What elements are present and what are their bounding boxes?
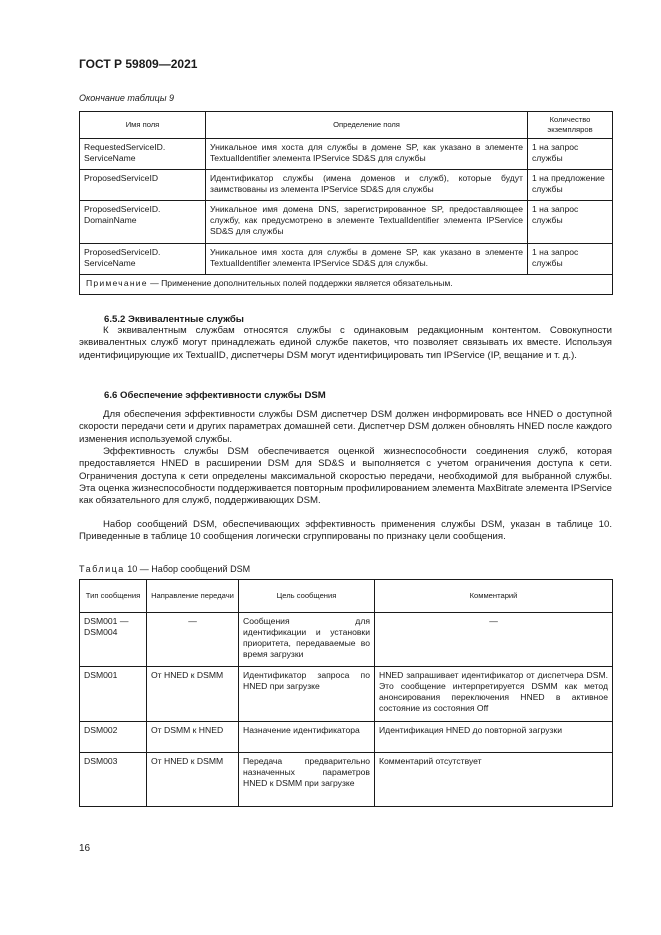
- table9: [79, 111, 613, 295]
- field-definition: Уникальное имя хоста для службы в домене SP, как указано в элементе TextualIdentifier элемента IPService SD&S для службы: [206, 139, 528, 170]
- message-type: DSM001 — DSM004: [80, 613, 147, 667]
- table10-caption-label: Таблица: [79, 564, 125, 574]
- table9-header-name: Имя поля: [80, 112, 206, 139]
- section-66-paragraph-3: Набор сообщений DSM, обеспечивающих эффективность применения службы DSM, указан в таблице 10. Приведенные в таблице 10 сообщения логически сгруппированы по признаку цели сообщения.: [79, 519, 612, 543]
- message-direction: —: [147, 613, 239, 667]
- table9-note: [80, 275, 613, 295]
- table-row: [80, 170, 613, 201]
- message-purpose: Назначение идентификатора: [239, 722, 375, 753]
- table-row: [80, 753, 613, 807]
- table9-header-definition: Определение поля: [206, 112, 528, 139]
- message-comment: Идентификация HNED до повторной загрузки: [375, 722, 613, 753]
- table10-header-row: [80, 580, 613, 613]
- message-direction: От HNED к DSMM: [147, 667, 239, 722]
- table-row: [80, 201, 613, 244]
- table10-header-comment: Комментарий: [375, 580, 613, 613]
- field-name: ProposedServiceID: [80, 170, 206, 201]
- table10-header-direction: Направление передачи: [147, 580, 239, 613]
- section-652-paragraph: К эквивалентным службам относятся службы с одинаковым редакционным контентом. Совокупности эквивалентных служб могут принадлежать единой службе пакетов, что позволяет связывать их вместе. Используя идентифицирующие их TextualID, диспетчеры DSM могут идентифицировать тип IPService (IP, вещание и т. д.).: [79, 325, 612, 361]
- section-66-paragraph-2: Эффективность службы DSM обеспечивается оценкой жизнеспособности соединения служб, которая предоставляется HNED в расширении DSM для SD&S и выполняется с учетом ограничения доступа к сети. Ограничения доступа к сети определены максимальной скоростью передачи, необходимой для выбранной службы. Эта оценка жизнеспособности поддерживается повторным профилированием элемента MaxBitrate элемента IPService как обязательного для служб, поддерживающих DSM.: [79, 446, 612, 507]
- note-label: Примечание: [86, 278, 148, 288]
- message-purpose: Идентификатор запроса по HNED при загрузке: [239, 667, 375, 722]
- table-row: [80, 139, 613, 170]
- table10-header-type: Тип сообщения: [80, 580, 147, 613]
- table9-note-row: [80, 275, 613, 295]
- field-count: 1 на запрос службы: [528, 139, 613, 170]
- message-type: DSM001: [80, 667, 147, 722]
- table9-header-count: Количество экземпляров: [528, 112, 613, 139]
- message-type: DSM002: [80, 722, 147, 753]
- section-66-heading: 6.6 Обеспечение эффективности службы DSM: [104, 390, 326, 401]
- field-definition: Уникальное имя домена DNS, зарегистрированное SP, предоставляющее службу, как предусмотрено в элементе TextualIdentifier элемента IPService SD&S для службы: [206, 201, 528, 244]
- message-comment: —: [375, 613, 613, 667]
- message-direction: От DSMM к HNED: [147, 722, 239, 753]
- section-66-paragraph-1: Для обеспечения эффективности службы DSM диспетчер DSM должен информировать все HNED о доступной скорости передачи сети и других параметрах домашней сети. Диспетчер DSM должен обновлять HNED после каждого изменения используемой службы.: [79, 409, 612, 445]
- table10-caption-text: 10 — Набор сообщений DSM: [124, 564, 251, 574]
- table-row: [80, 722, 613, 753]
- field-name: ProposedServiceID. ServiceName: [80, 244, 206, 275]
- field-count: 1 на запрос службы: [528, 201, 613, 244]
- message-direction: От HNED к DSMM: [147, 753, 239, 807]
- table10-header-purpose: Цель сообщения: [239, 580, 375, 613]
- message-type: DSM003: [80, 753, 147, 807]
- field-count: 1 на предложение службы: [528, 170, 613, 201]
- table-row: [80, 667, 613, 722]
- message-purpose: Сообщения для идентификации и установки приоритета, передаваемые во время загрузки: [239, 613, 375, 667]
- note-text: — Применение дополнительных полей поддержки является обязательным.: [147, 278, 453, 288]
- field-definition: Уникальное имя хоста для службы в домене SP, как указано в элементе TextualIdentifier элемента IPService SD&S для службы.: [206, 244, 528, 275]
- field-name: RequestedServiceID. ServiceName: [80, 139, 206, 170]
- message-purpose: Передача предварительно назначенных параметров HNED к DSMM при загрузке: [239, 753, 375, 807]
- document-header: ГОСТ Р 59809—2021: [79, 57, 198, 71]
- table-row: [80, 613, 613, 667]
- table10: [79, 579, 613, 807]
- message-comment: HNED запрашивает идентификатор от диспетчера DSM. Это сообщение интерпретируется DSMM как метод анонсирования переключения HNED в активное состояние из состояния Off: [375, 667, 613, 722]
- table-row: [80, 244, 613, 275]
- field-name: ProposedServiceID. DomainName: [80, 201, 206, 244]
- section-652-heading: 6.5.2 Эквивалентные службы: [104, 314, 244, 325]
- field-definition: Идентификатор службы (имена доменов и служб), которые будут заимствованы из элемента IPService SD&S для службы: [206, 170, 528, 201]
- field-count: 1 на запрос службы: [528, 244, 613, 275]
- table9-header-row: [80, 112, 613, 139]
- message-comment: Комментарий отсутствует: [375, 753, 613, 807]
- table9-caption: Окончание таблицы 9: [79, 93, 174, 103]
- table10-caption: [79, 564, 250, 574]
- page-number: 16: [79, 843, 91, 854]
